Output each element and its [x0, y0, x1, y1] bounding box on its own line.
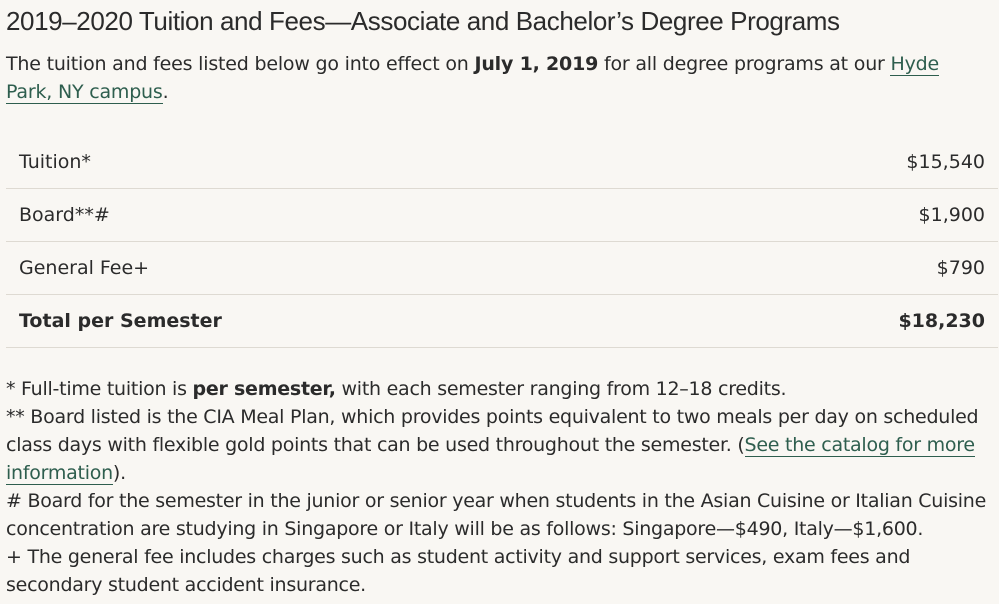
- board-note-text-end: ).: [112, 462, 126, 484]
- page-title: 2019–2020 Tuition and Fees—Associate and Bachelor’s Degree Programs: [6, 6, 840, 36]
- table-row: [6, 189, 998, 242]
- fees-table: [6, 136, 998, 348]
- tuition-note-emphasis: per semester,: [192, 378, 336, 400]
- general-fee-note: + The general fee includes charges such as student activity and support services, exam fees and secondary student accident insurance.: [6, 546, 911, 596]
- tuition-note: [6, 375, 996, 403]
- table-row: [6, 136, 998, 189]
- tuition-note-text: * Full-time tuition is: [6, 378, 193, 400]
- fee-amount: $15,540: [671, 136, 998, 189]
- fee-label: Board**#: [6, 189, 671, 242]
- table-row: [6, 242, 998, 295]
- fee-amount: $1,900: [671, 189, 998, 242]
- tuition-note-text-end: with each semester ranging from 12–18 credits.: [335, 378, 787, 400]
- total-label: Total per Semester: [6, 295, 671, 348]
- intro-text-after: .: [162, 81, 169, 103]
- intro-text-middle: for all degree programs at our: [598, 53, 891, 75]
- fee-amount: $790: [671, 242, 998, 295]
- intro-text-before: The tuition and fees listed below go into effect on: [6, 53, 475, 75]
- campus-link[interactable]: Hyde Park, NY campus: [6, 53, 939, 103]
- effective-date: July 1, 2019: [474, 53, 599, 75]
- board-note: [6, 403, 996, 487]
- fee-label: General Fee+: [6, 242, 671, 295]
- total-amount: $18,230: [671, 295, 998, 348]
- total-row: [6, 295, 998, 348]
- fee-label: Tuition*: [6, 136, 671, 189]
- intro-paragraph: [6, 50, 986, 106]
- board-note-text: ** Board listed is the CIA Meal Plan, which provides points equivalent to two meals per day on scheduled class days with flexible gold points that can be used throughout the semester. (: [6, 406, 979, 456]
- junior-senior-board-note: # Board for the semester in the junior or senior year when students in the Asian Cuisine or Italian Cuisine concentration are studying in Singapore or Italy will be as follows: Singapore—$490, Italy—$1,600.: [6, 490, 987, 540]
- catalog-link[interactable]: See the catalog for more information: [6, 434, 975, 484]
- footnotes: [6, 375, 996, 599]
